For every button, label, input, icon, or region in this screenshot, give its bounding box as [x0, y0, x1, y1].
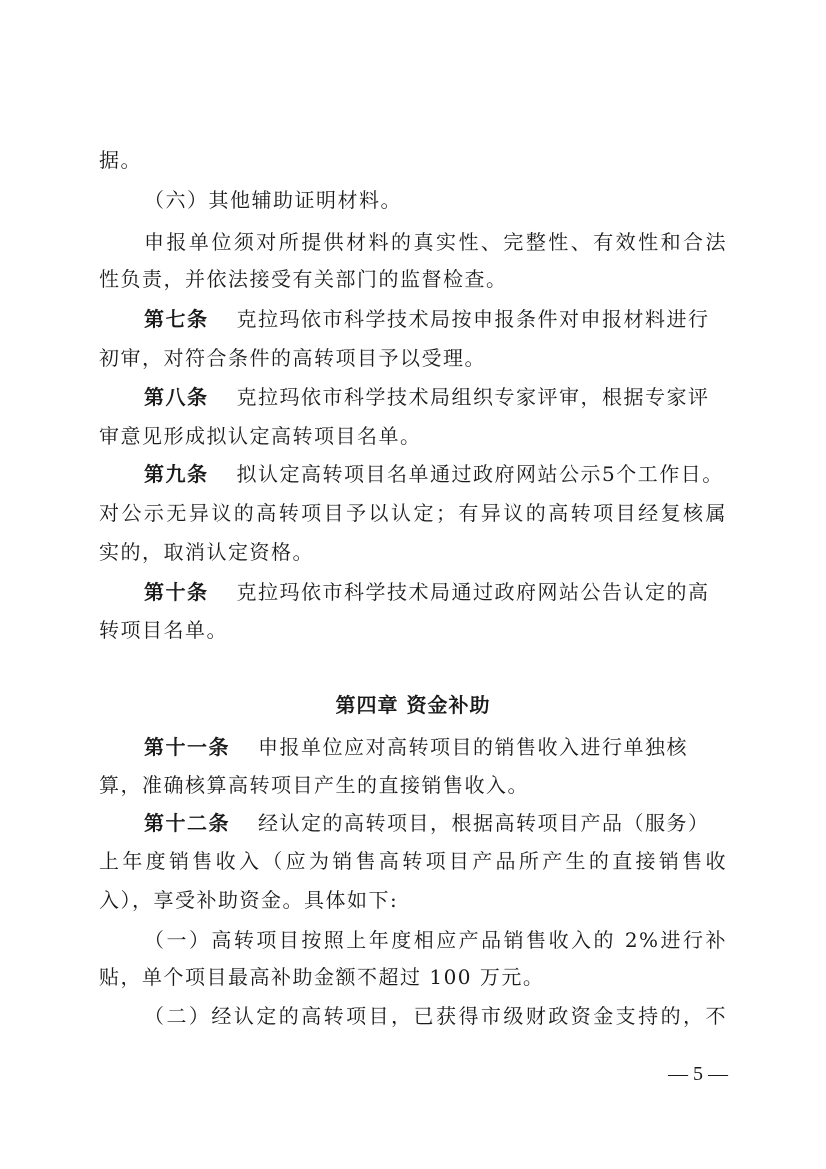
article-10-label: 第十条 — [144, 580, 209, 604]
paragraph-line: 审意见形成拟认定高转项目名单。 — [99, 424, 422, 448]
article-7-label: 第七条 — [144, 307, 209, 331]
article-11-label: 第十一条 — [144, 735, 230, 759]
article-8-label: 第八条 — [144, 385, 209, 409]
article-7-text: 克拉玛依市科学技术局按申报条件对申报材料进行 — [236, 307, 710, 331]
chapter-heading: 第四章 资金补助 — [335, 693, 491, 717]
paragraph-line: 上年度销售收入（应为销售高转项目产品所产生的直接销售收 — [99, 849, 727, 873]
article-10-line — [144, 577, 727, 607]
paragraph-line: 入），享受补助资金。具体如下: — [99, 888, 399, 912]
article-11-text: 申报单位应对高转项目的销售收入进行单独核 — [258, 735, 688, 759]
article-9-text: 拟认定高转项目名单通过政府网站公示5个工作日。 — [236, 462, 724, 486]
paragraph-line: （六）其他辅助证明材料。 — [144, 188, 402, 212]
paragraph-line: 据。 — [99, 148, 142, 172]
article-12-text: 经认定的高转项目，根据高转项目产品（服务） — [258, 811, 710, 835]
article-12-line — [144, 808, 727, 838]
article-8-text: 克拉玛依市科学技术局组织专家评审，根据专家评 — [236, 385, 710, 409]
article-9-label: 第九条 — [144, 462, 209, 486]
paragraph-line: 转项目名单。 — [99, 618, 228, 642]
article-10-text: 克拉玛依市科学技术局通过政府网站公告认定的高 — [236, 580, 710, 604]
article-11-line — [144, 732, 727, 762]
paragraph-line: 性负责，并依法接受有关部门的监督检查。 — [99, 267, 508, 291]
article-7-line — [144, 304, 727, 334]
paragraph-line: 算，准确核算高转项目产生的直接销售收入。 — [99, 773, 529, 797]
page-number: — 5 — — [668, 1063, 728, 1085]
paragraph-line: （二）经认定的高转项目，已获得市级财政资金支持的，不 — [144, 1004, 727, 1028]
paragraph-line: （一）高转项目按照上年度相应产品销售收入的 2%进行补 — [144, 928, 727, 952]
paragraph-line: 初审，对符合条件的高转项目予以受理。 — [99, 346, 486, 370]
article-8-line — [144, 382, 727, 412]
paragraph-line: 贴，单个项目最高补助金额不超过 100 万元。 — [99, 965, 545, 989]
paragraph-line: 对公示无异议的高转项目予以认定；有异议的高转项目经复核属 — [99, 501, 727, 525]
article-12-label: 第十二条 — [144, 811, 230, 835]
paragraph-line: 申报单位须对所提供材料的真实性、完整性、有效性和合法 — [144, 230, 727, 254]
article-9-line — [144, 459, 727, 489]
paragraph-line: 实的，取消认定资格。 — [99, 540, 314, 564]
